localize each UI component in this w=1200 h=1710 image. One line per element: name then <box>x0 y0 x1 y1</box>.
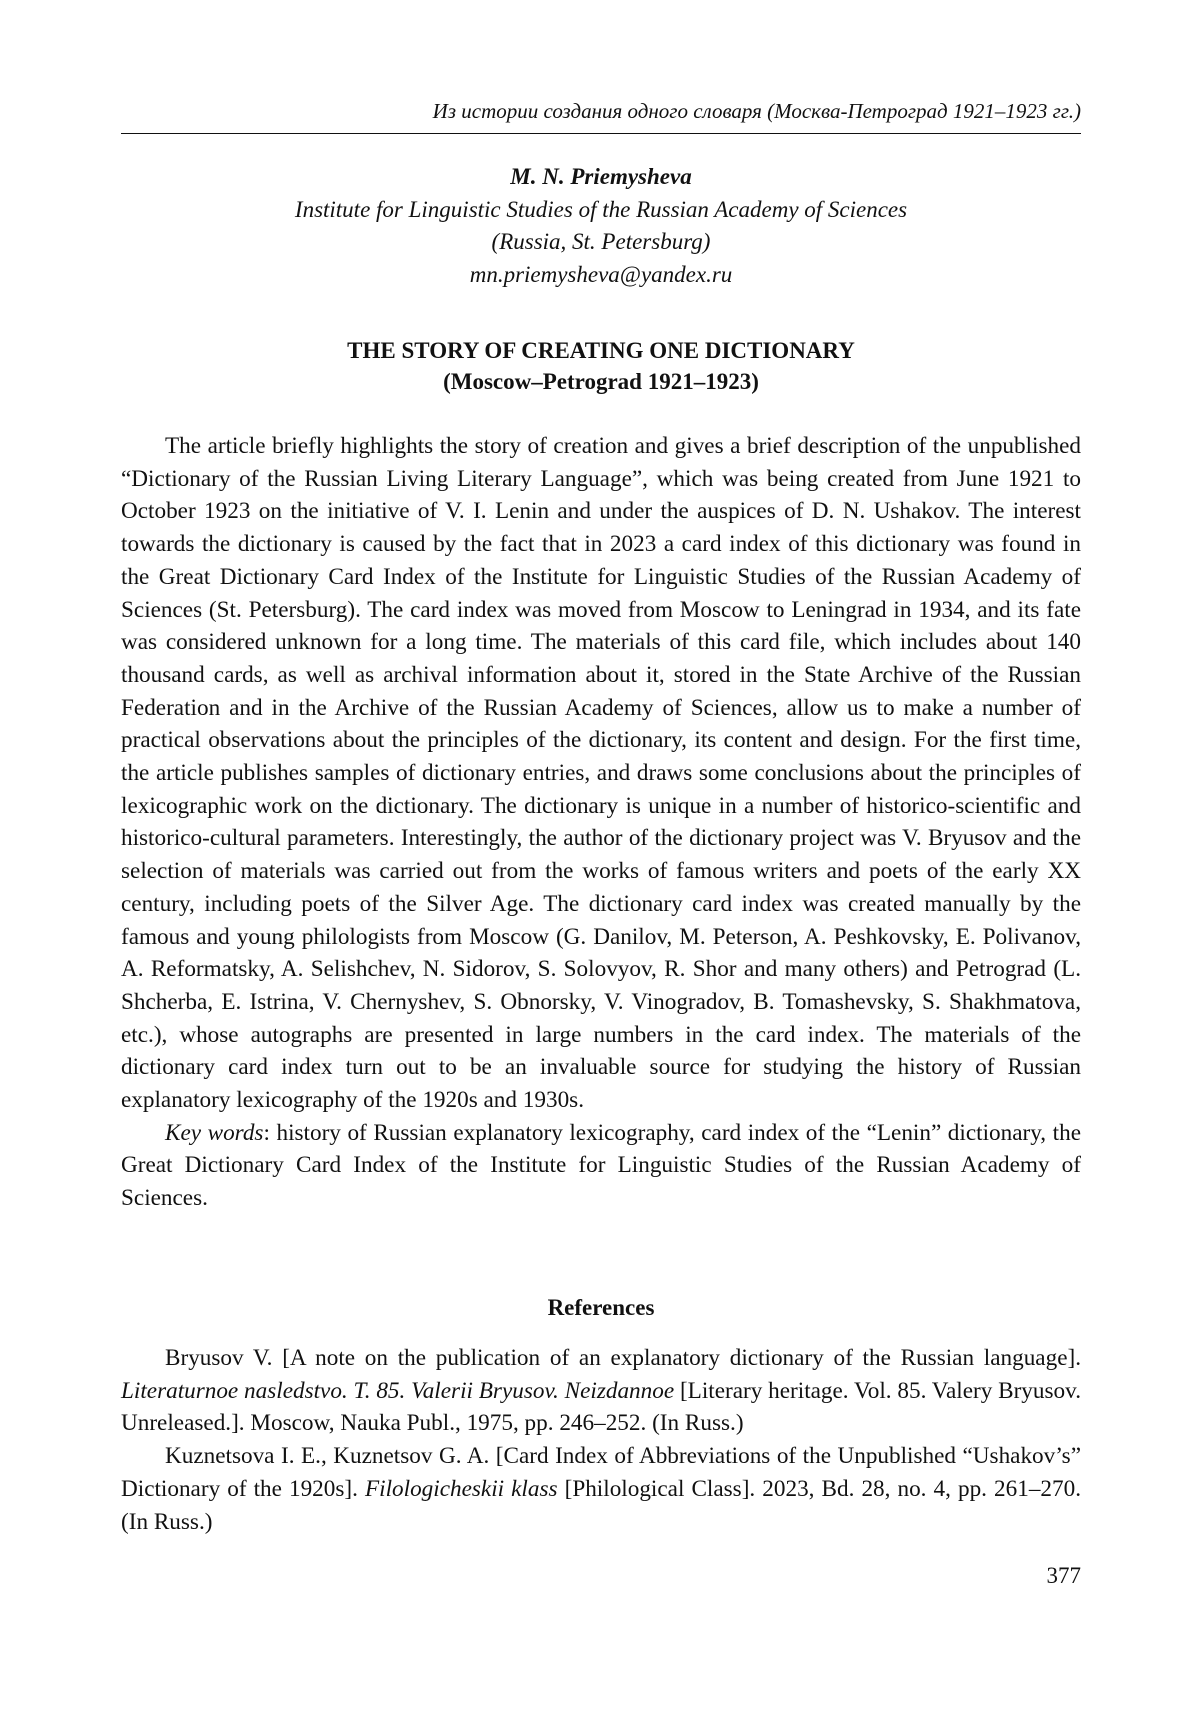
reference-item <box>121 1440 1081 1538</box>
keywords-label: Key words <box>165 1119 264 1146</box>
article-title-line-1: THE STORY OF CREATING ONE DICTIONARY <box>347 338 855 363</box>
header-rule <box>121 133 1081 134</box>
author-name: M. N. Priemysheva <box>510 164 692 189</box>
keywords-paragraph <box>121 1117 1081 1215</box>
article-title-line-2: (Moscow–Petrograd 1921–1923) <box>443 369 759 394</box>
author-email: mn.priemysheva@yandex.ru <box>469 261 733 287</box>
reference-tail: [Philological Class]. 2023, Bd. 28, no. 4, pp. 261–270. (In Russ.) <box>121 1475 1082 1535</box>
references-heading: References <box>547 1295 655 1320</box>
abstract <box>121 430 1081 1215</box>
author-affiliation: Institute for Linguistic Studies of the Russian Academy of Sciences <box>294 196 908 222</box>
author-location: (Russia, St. Petersburg) <box>491 229 711 254</box>
reference-tail: [Literary heritage. Vol. 85. Valery Bryusov. Unreleased.]. Moscow, Nauka Publ., 1975, pp. 246–252. (In Russ.) <box>121 1377 1081 1437</box>
reference-lead: Kuznetsova I. E., Kuznetsov G. A. [Card Index of Abbreviations of the Unpublished “Ushakov’s” Dictionary of the 1920s]. <box>121 1443 1081 1502</box>
references-list <box>121 1342 1081 1538</box>
reference-source: Filologicheskii klass <box>364 1475 558 1502</box>
page-number: 377 <box>1046 1563 1081 1588</box>
reference-source: Literaturnoe nasledstvo. T. 85. Valerii Bryusov. Neizdannoe <box>121 1377 675 1404</box>
author-block <box>121 161 1081 291</box>
reference-lead: Bryusov V. [A note on the publication of an explanatory dictionary of the Russian language]. <box>165 1345 1081 1371</box>
keywords-text: : history of Russian explanatory lexicography, card index of the “Lenin” dictionary, the Great Dictionary Card Index of the Institute for Linguistic Studies of the Russian Academy of Sciences. <box>121 1119 1081 1212</box>
reference-item <box>121 1342 1081 1440</box>
abstract-paragraph: The article briefly highlights the story of creation and gives a brief description of the unpublished “Dictionary of the Russian Living Literary Language”, which was being created from June 1921 to October 1923 on the initiative of V. I. Lenin and under the auspices of D. N. Ushakov. The interest towards the dictionary is caused by the fact that in 2023 a card index of this dictionary was found in the Great Dictionary Card Index of the Institute for Linguistic Studies of the Russian Academy of Sciences (St. Petersburg). The card index was moved from Moscow to Leningrad in 1934, and its fate was considered unknown for a long time. The materials of this card file, which includes about 140 thousand cards, as well as archival information about it, stored in the State Archive of the Russian Federation and in the Archive of the Russian Academy of Sciences, allow us to make a number of practical observations about the principles of the dictionary, its content and design. For the first time, the article publishes samples of dictionary entries, and draws some conclusions about the principles of lexicographic work on the dictionary. The dictionary is unique in a number of historico-scientific and historico-cultural parameters. Interestingly, the author of the dictionary project was V. Bryusov and the selection of materials was carried out from the works of famous writers and poets of the early XX century, including poets of the Silver Age. The dictionary card index was created manually by the famous and young philologists from Moscow (G. Danilov, M. Peterson, A. Peshkovsky, E. Polivanov, A. Reformatsky, A. Selishchev, N. Sidorov, S. Solovyov, R. Shor and many others) and Petrograd (L. Shcherba, E. Istrina, V. Chernyshev, S. Obnorsky, V. Vinogradov, B. Tomashevsky, S. Shakhmatova, etc.), whose autographs are presented in large numbers in the card index. The materials of the dictionary card index turn out to be an invaluable source for studying the history of Russian explanatory lexicography of the 1920s and 1930s. <box>121 433 1081 1114</box>
article-title <box>121 335 1081 397</box>
running-header: Из истории создания одного словаря (Москва-Петроград 1921–1923 гг.) <box>432 99 1081 123</box>
page <box>121 0 1081 1710</box>
